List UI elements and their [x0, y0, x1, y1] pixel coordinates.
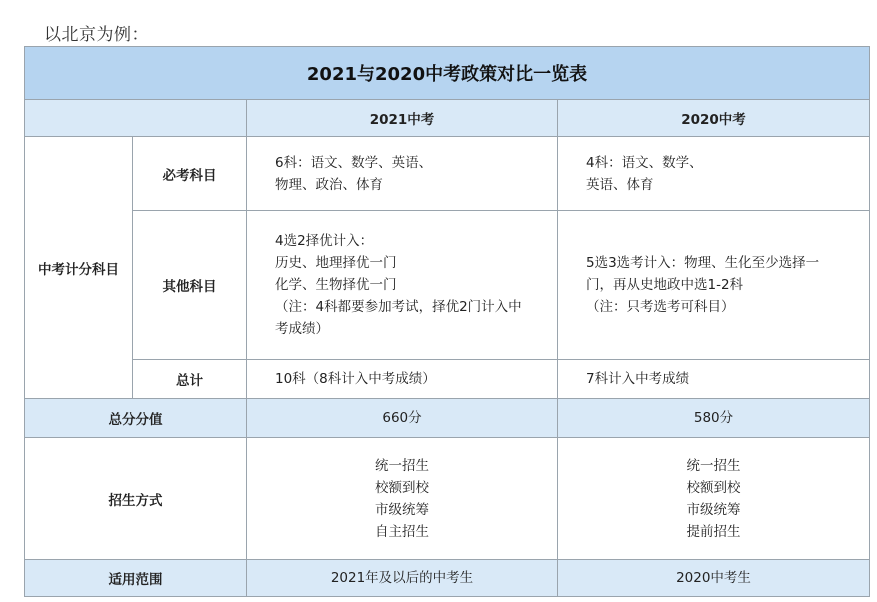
enroll-2020: [558, 438, 870, 560]
required-2020-line: 4科：语文、数学、: [586, 154, 703, 171]
other-2021: [247, 211, 558, 360]
other-2021-line: 4选2择优计入：: [275, 233, 374, 249]
label-enroll: 招生方式: [25, 438, 247, 560]
enroll-2020-line: 统一招生: [686, 457, 741, 474]
scope-2021: 2021年及以后的中考生: [247, 560, 558, 597]
enroll-2020-line: 校额到校: [686, 479, 741, 496]
intro-text: 以北京为例：: [44, 25, 149, 45]
label-total: 总计: [133, 360, 247, 399]
row-scope: [25, 560, 870, 597]
enroll-2021-line: 自主招生: [375, 523, 429, 540]
title-row: [25, 47, 870, 100]
other-2020-line: （注：只考选考可科目）: [586, 299, 735, 315]
row-other-subjects: [25, 211, 870, 360]
enroll-2021-line: 统一招生: [375, 457, 429, 474]
score-2020: 580分: [558, 399, 870, 438]
score-2021: 660分: [247, 399, 558, 438]
header-2021: 2021中考: [247, 100, 558, 137]
required-2020-line: 英语、体育: [586, 176, 654, 193]
required-2021: [247, 137, 558, 211]
other-2020-line: 5选3选考计入：物理、生化至少选择一: [586, 255, 820, 271]
other-2020: [558, 211, 870, 360]
row-enrollment: [25, 438, 870, 560]
policy-comparison-table: [24, 46, 870, 597]
enroll-2020-line: 市级统筹: [686, 501, 741, 518]
label-score: 总分分值: [25, 399, 247, 438]
other-2021-line: 化学、生物择优一门: [275, 277, 397, 293]
header-empty-cell: [25, 100, 247, 137]
row-total: [25, 360, 870, 399]
enroll-2021-line: 市级统筹: [375, 501, 429, 518]
required-2021-line: 物理、政治、体育: [275, 176, 383, 193]
enroll-2021-line: 校额到校: [375, 479, 429, 496]
row-required-subjects: [25, 137, 870, 211]
group-label-scored-subjects: 中考计分科目: [25, 137, 133, 399]
other-2021-line: 历史、地理择优一门: [275, 255, 397, 271]
total-2021: 10科（8科计入中考成绩）: [247, 360, 558, 399]
required-2020: [558, 137, 870, 211]
table-title: 2021与2020中考政策对比一览表: [25, 47, 870, 100]
scope-2020: 2020中考生: [558, 560, 870, 597]
header-2020: 2020中考: [558, 100, 870, 137]
enroll-2020-line: 提前招生: [686, 523, 741, 540]
other-2020-line: 门，再从史地政中选1-2科: [586, 277, 744, 293]
required-2021-line: 6科：语文、数学、英语、: [275, 154, 433, 171]
enroll-2021: [247, 438, 558, 560]
label-other: 其他科目: [133, 211, 247, 360]
label-scope: 适用范围: [25, 560, 247, 597]
other-2021-line: （注：4科都要参加考试，择优2门计入中: [275, 299, 522, 315]
other-2021-line: 考成绩）: [275, 321, 329, 337]
row-total-score: [25, 399, 870, 438]
total-2020: 7科计入中考成绩: [558, 360, 870, 399]
header-row: [25, 100, 870, 137]
label-required: 必考科目: [133, 137, 247, 211]
